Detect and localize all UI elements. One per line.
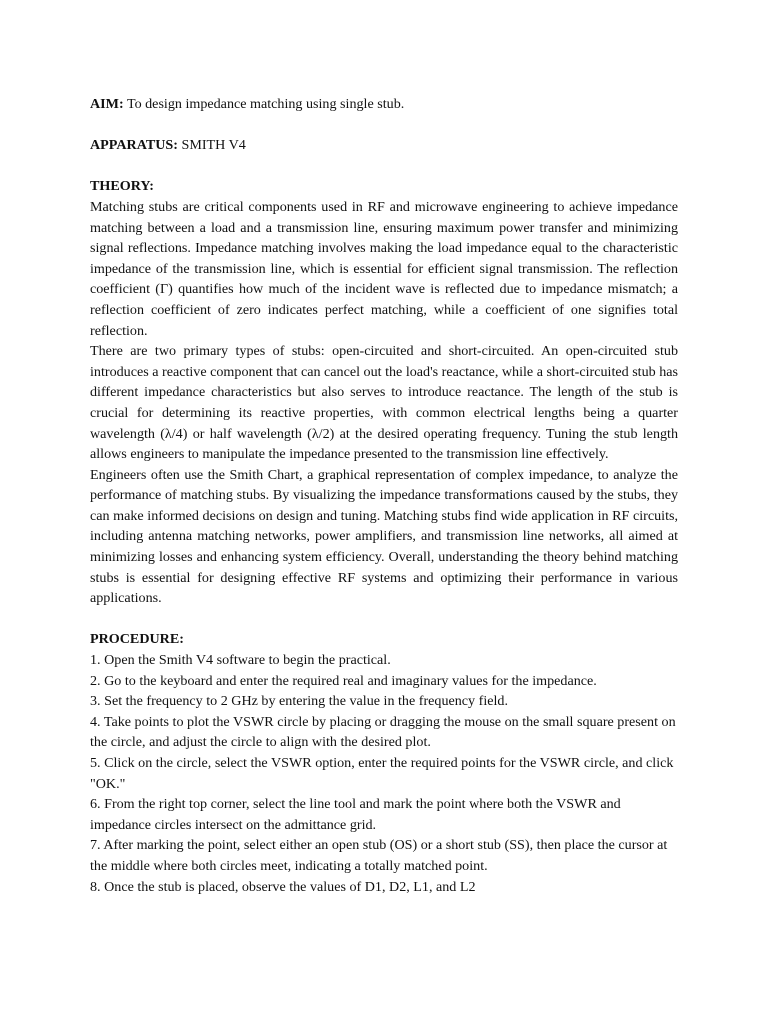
step-text: Go to the keyboard and enter the required real and imaginary values for the impedance. xyxy=(100,672,597,689)
theory-heading: THEORY: xyxy=(90,178,154,195)
step-text: Set the frequency to 2 GHz by entering the value in the frequency field. xyxy=(100,693,508,710)
step-text: From the right top corner, select the line tool and mark the point where both the VSWR and impedance circles intersect on the admittance grid. xyxy=(90,796,621,833)
spacer xyxy=(90,156,678,177)
procedure-step xyxy=(90,712,678,753)
procedure-step xyxy=(90,835,678,876)
procedure-step xyxy=(90,671,678,692)
step-number: 2. xyxy=(90,672,101,689)
step-text: Open the Smith V4 software to begin the practical. xyxy=(100,652,391,669)
step-number: 3. xyxy=(90,693,101,710)
step-text: After marking the point, select either an open stub (OS) or a short stub (SS), then place the cursor at the middle where both circles meet, indicating a totally matched point. xyxy=(90,837,668,874)
apparatus-text: SMITH V4 xyxy=(177,137,246,154)
theory-paragraph-2: There are two primary types of stubs: open-circuited and short-circuited. An open-circuited stub introduces a reactive component that can cancel out the load's reactance, while a short-circuited stub has different impedance characteristics but also serves to introduce reactance. The length of the stub is crucial for determining its reactive properties, with common electrical lengths being a quarter wavelength (λ/4) or half wavelength (λ/2) at the desired operating frequency. Tuning the stub length allows engineers to manipulate the impedance presented to the transmission line effectively. xyxy=(90,343,678,463)
apparatus-label: APPARATUS: xyxy=(90,137,178,154)
procedure-step xyxy=(90,794,678,835)
step-number: 6. xyxy=(90,796,101,813)
spacer xyxy=(90,609,678,630)
procedure-step xyxy=(90,877,678,898)
procedure-step xyxy=(90,650,678,671)
step-text: Once the stub is placed, observe the values of D1, D2, L1, and L2 xyxy=(100,878,476,895)
step-number: 4. xyxy=(90,713,101,730)
spacer xyxy=(90,115,678,136)
apparatus-line xyxy=(90,135,678,156)
aim-text: To design impedance matching using single stub. xyxy=(123,96,405,112)
step-number: 1. xyxy=(90,652,101,669)
procedure-steps xyxy=(90,650,678,897)
step-number: 7. xyxy=(90,837,101,854)
theory-paragraph-3: Engineers often use the Smith Chart, a graphical representation of complex impedance, to analyze the performance of matching stubs. By visualizing the impedance transformations caused by the stubs, they can make informed decisions on design and tuning. Matching stubs find wide application in RF circuits, including antenna matching networks, power amplifiers, and transmission line networks, all aimed at minimizing losses and enhancing system efficiency. Overall, understanding the theory behind matching stubs is essential for designing effective RF systems and optimizing their performance in various applications. xyxy=(90,466,678,607)
step-number: 8. xyxy=(90,878,101,895)
step-text: Take points to plot the VSWR circle by placing or dragging the mouse on the small square present on the circle, and adjust the circle to align with the desired plot. xyxy=(90,713,676,751)
aim-label: AIM: xyxy=(90,96,124,112)
step-text: Click on the circle, select the VSWR option, enter the required points for the VSWR circle, and click "OK." xyxy=(90,755,674,792)
procedure-heading: PROCEDURE: xyxy=(90,631,184,648)
procedure-step xyxy=(90,691,678,712)
procedure-step xyxy=(90,753,678,794)
theory-paragraph-1: Matching stubs are critical components used in RF and microwave engineering to achieve impedance matching between a load and a transmission line, ensuring maximum power transfer and minimizing signal reflections. Impedance matching involves making the load impedance equal to the characteristic impedance of the transmission line, which is essential for efficient signal transmission. The reflection coefficient (Γ) quantifies how much of the incident wave is reflected due to impedance mismatch; a reflection coefficient of zero indicates perfect matching, while a coefficient of one signifies total reflection. xyxy=(90,198,678,339)
aim-line xyxy=(90,94,678,115)
step-number: 5. xyxy=(90,755,101,771)
